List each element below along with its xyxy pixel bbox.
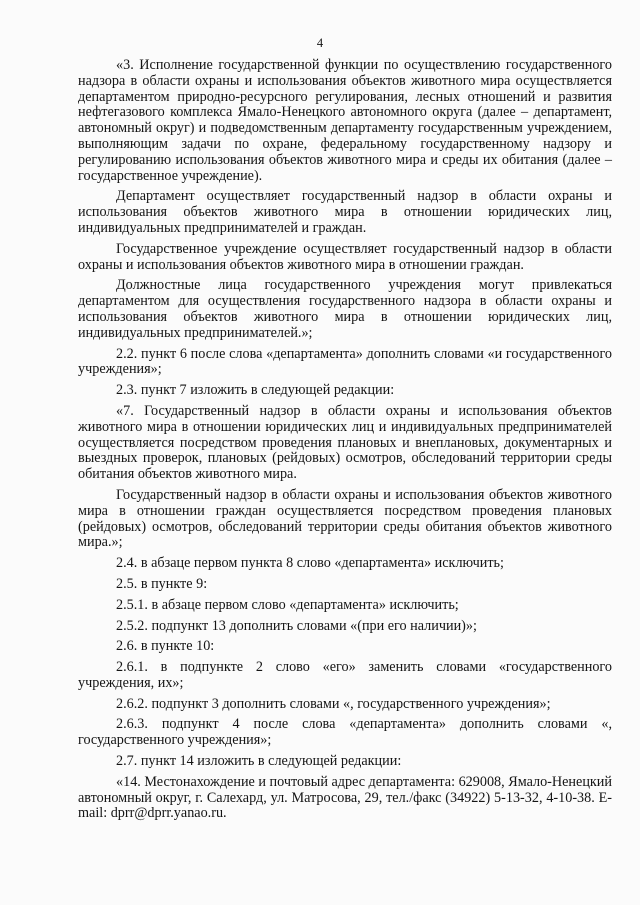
paragraph: «7. Государственный надзор в области охраны и использования объектов животного мира в отношении юридических лиц и индивидуальных предпринимателей осуществляется посредством проведения плановых и внеплановых, документарных и выездных проверок, плановых (рейдовых) осмотров, обследований территории среды обитания объектов животного мира. — [78, 402, 612, 483]
page-number: 4 — [316, 36, 324, 50]
paragraph: 2.5. в пункте 9: — [116, 575, 208, 592]
paragraph: 2.6.2. подпункт 3 дополнить словами «, государственного учреждения»; — [116, 695, 551, 712]
paragraph: «3. Исполнение государственной функции по осуществлению государственного надзора в области охраны и использования объектов животного мира осуществляется департаментом природно-ресурсного регулирования, лесных отношений и развития нефтегазового комплекса Ямало-Ненецкого автономного округа (далее – департамент, автономный округ) и подведомственным департаменту государственным учреждением, выполняющим задачи по охране, федеральному государственному надзору и регулированию использования объектов животного мира и среды их обитания (далее – государственное учреждение). — [78, 57, 612, 184]
document-body — [78, 58, 612, 827]
paragraph: Государственное учреждение осуществляет государственный надзор в области охраны и использования объектов животного мира в отношении граждан. — [78, 240, 612, 273]
paragraph: Должностные лица государственного учреждения могут привлекаться департаментом для осуществления государственного надзора в области охраны и использования объектов животного мира в отношении юридических лиц, индивидуальных предпринимателей.»; — [78, 277, 612, 341]
paragraph: 2.2. пункт 6 после слова «департамента» дополнить словами «и государственного учреждения»; — [78, 345, 612, 378]
paragraph: Государственный надзор в области охраны и использования объектов животного мира в отношении граждан осуществляется посредством проведения плановых (рейдовых) осмотров, обследований территории среды обитания объектов животного мира.»; — [78, 486, 612, 551]
paragraph: 2.5.2. подпункт 13 дополнить словами «(при его наличии)»; — [116, 617, 477, 634]
paragraph: 2.6. в пункте 10: — [116, 638, 215, 655]
paragraph: Департамент осуществляет государственный надзор в области охраны и использования объектов животного мира в отношении юридических лиц, индивидуальных предпринимателей и граждан. — [78, 188, 612, 236]
paragraph: 2.7. пункт 14 изложить в следующей редакции: — [116, 753, 402, 770]
paragraph: 2.6.1. в подпункте 2 слово «его» заменить словами «государственного учреждения, их»; — [78, 659, 612, 691]
paragraph: 2.5.1. в абзаце первом слово «департамента» исключить; — [116, 596, 459, 613]
paragraph: «14. Местонахождение и почтовый адрес департамента: 629008, Ямало-Ненецкий автономный округ, г. Салехард, ул. Матросова, 29, тел./факс (34922) 5-13-32, 4-10-38. E-mail: dprr@dprr.yanao.ru. — [78, 773, 612, 822]
paragraph: 2.4. в абзаце первом пункта 8 слово «департамента» исключить; — [116, 555, 504, 572]
paragraph: 2.3. пункт 7 изложить в следующей редакции: — [116, 382, 395, 399]
paragraph: 2.6.3. подпункт 4 после слова «департамента» дополнить словами «, государственного учреждения»; — [78, 716, 612, 749]
